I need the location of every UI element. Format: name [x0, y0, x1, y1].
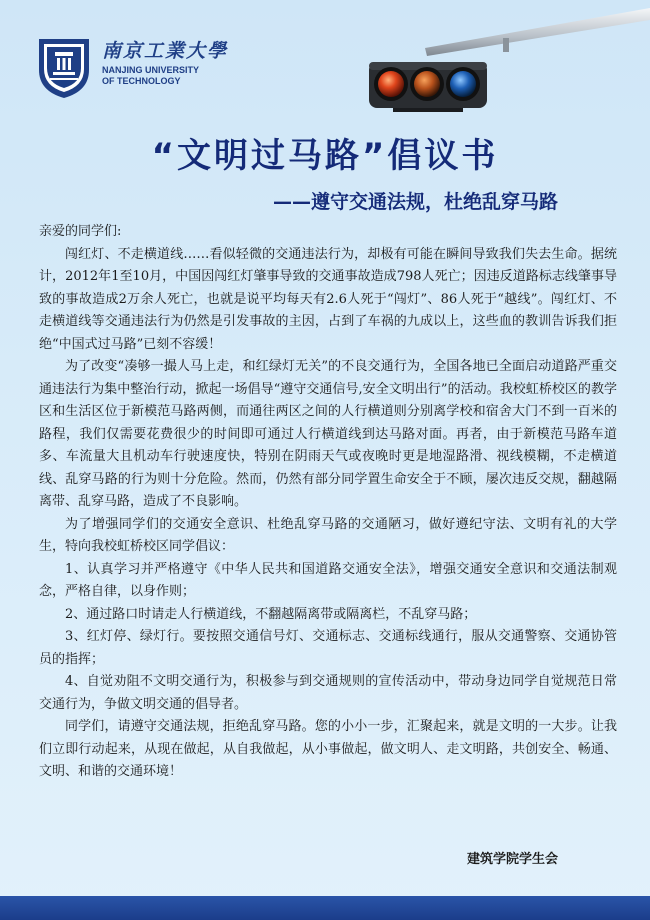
poster-subtitle: ——遵守交通法规，杜绝乱穿马路 — [272, 191, 558, 213]
proposal-item-4: 4、自觉劝阻不文明交通行为，积极参与到交通规则的宣传活动中，带动身边同学自觉规范日常交通行为，争做文明交通的倡导者。 — [39, 674, 617, 712]
university-name-en-line2: OF TECHNOLOGY — [102, 76, 181, 86]
closing-paragraph: 同学们，请遵守交通法规，拒绝乱穿马路。您的小小一步，汇聚起来，就是文明的一大步。让我们立即行动起来，从现在做起，从自我做起，从小事做起，做文明人、走文明路，共创安全、畅通、文明、和谐的交通环境！ — [39, 719, 617, 779]
paragraph: 为了增强同学们的交通安全意识、杜绝乱穿马路的交通陋习，做好遵纪守法、文明有礼的大学生，特向我校虹桥校区同学倡议： — [39, 516, 617, 554]
proposal-body — [39, 221, 617, 784]
university-name-cn: 南京工業大學 — [102, 40, 229, 62]
proposal-item-3: 3、红灯停、绿灯行。要按照交通信号灯、交通标志、交通标线通行，服从交通警察、交通协管员的指挥； — [39, 629, 617, 667]
bottom-bar — [0, 896, 650, 920]
university-name-en — [102, 65, 199, 87]
signature: 建筑学院学生会 — [467, 852, 559, 867]
paragraph: 为了改变“凑够一撮人马上走，和红绿灯无关”的不良交通行为，全国各地已全面启动道路严重交通违法行为集中整治行动，掀起一场倡导“遵守交通信号,安全文明出行”的活动。我校虹桥校区的教学区和生活区位于新模范马路两侧，而通往两区之间的人行横道则分别离学校和宿舍大门不到一百米的路程，我们仅需要花费很少的时间即可通过人行横道线到达马路对面。再者，由于新模范马路车道多、车流量大且机动车行驶速度快，特别在阴雨天气或夜晚时更是地湿路滑、视线模糊，不走横道线、乱穿马路的行为则十分危险。然而，仍然有部分同学置生命安全于不顾，屡次违反交规，翻越隔离带、乱穿马路，造成了不良影响。 — [39, 359, 617, 509]
university-name-en-line1: NANJING UNIVERSITY — [102, 65, 200, 75]
proposal-item-2: 2、通过路口时请走人行横道线，不翻越隔离带或隔离栏，不乱穿马路； — [65, 606, 477, 622]
greeting: 亲爱的同学们: — [39, 224, 122, 239]
proposal-item-1: 1、认真学习并严格遵守《中华人民共和国道路交通安全法》，增强交通安全意识和交通法制观念，严格自律，以身作则； — [39, 561, 617, 599]
traffic-light-icon — [365, 0, 650, 130]
paragraph: 闯红灯、不走横道线……看似轻微的交通违法行为，却极有可能在瞬间导致我们失去生命。据统计，2012年1至10月，中国因闯红灯肇事导致的交通事故造成798人死亡；因违反道路标志线肇事导致的事故造成2万余人死亡，也就是说平均每天有2.6人死于“闯灯”、86人死于“越线”。闯红灯、不走横道线等交通违法行为仍然是引发事故的主因，占到了车祸的九成以上，这些血的教训告诉我们拒绝“中国式过马路”已刻不容缓！ — [39, 246, 617, 352]
poster-title: “文明过马路”倡议书 — [151, 136, 499, 176]
university-logo-icon — [36, 36, 92, 100]
